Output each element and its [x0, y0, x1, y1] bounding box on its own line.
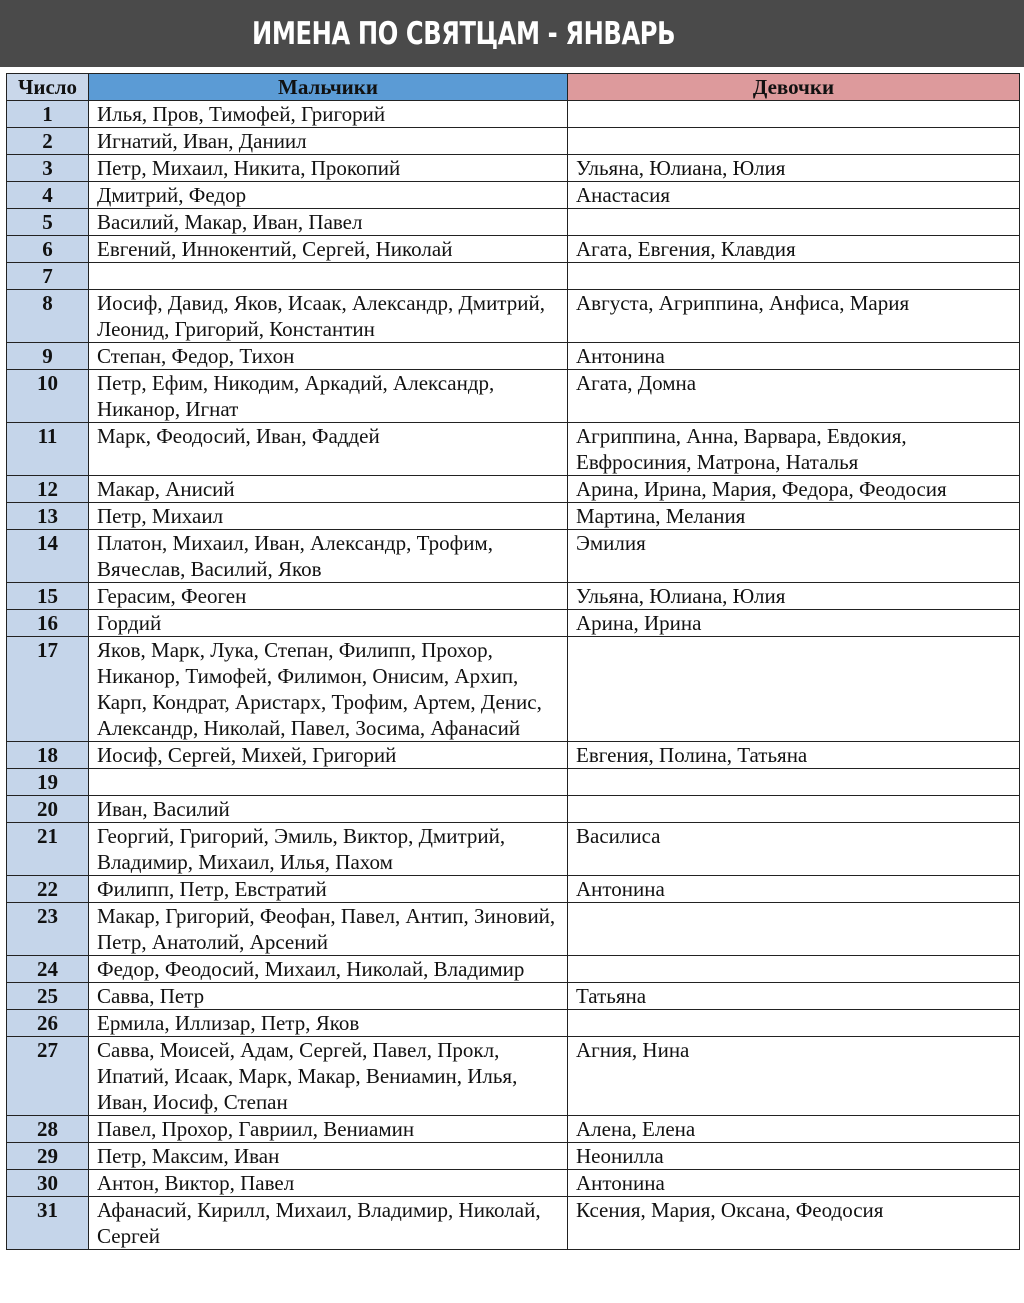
day-cell: 14 [7, 530, 89, 583]
table-row [7, 983, 1020, 1010]
table-row [7, 503, 1020, 530]
boys-names-cell: Макар, Григорий, Феофан, Павел, Антип, Зиновий, Петр, Анатолий, Арсений [89, 903, 568, 956]
girls-names-cell: Агриппина, Анна, Варвара, Евдокия, Евфросиния, Матрона, Наталья [568, 423, 1020, 476]
girls-names-cell [568, 209, 1020, 236]
day-cell: 5 [7, 209, 89, 236]
day-cell: 20 [7, 796, 89, 823]
table-row [7, 1170, 1020, 1197]
girls-names-cell: Татьяна [568, 983, 1020, 1010]
table-row [7, 182, 1020, 209]
day-cell: 7 [7, 263, 89, 290]
boys-names-cell: Илья, Пров, Тимофей, Григорий [89, 101, 568, 128]
table-row [7, 956, 1020, 983]
girls-names-cell: Августа, Агриппина, Анфиса, Мария [568, 290, 1020, 343]
girls-names-cell: Эмилия [568, 530, 1020, 583]
boys-names-cell: Ермила, Иллизар, Петр, Яков [89, 1010, 568, 1037]
table-row [7, 637, 1020, 742]
day-cell: 11 [7, 423, 89, 476]
day-cell: 17 [7, 637, 89, 742]
boys-names-cell: Федор, Феодосий, Михаил, Николай, Владимир [89, 956, 568, 983]
girls-names-cell: Ульяна, Юлиана, Юлия [568, 155, 1020, 182]
day-cell: 30 [7, 1170, 89, 1197]
day-cell: 1 [7, 101, 89, 128]
day-cell: 19 [7, 769, 89, 796]
girls-names-cell: Антонина [568, 343, 1020, 370]
day-cell: 3 [7, 155, 89, 182]
page-title: ИМЕНА ПО СВЯТЦАМ - ЯНВАРЬ [252, 16, 676, 52]
table-row [7, 823, 1020, 876]
girls-names-cell [568, 796, 1020, 823]
girls-names-cell: Алена, Елена [568, 1116, 1020, 1143]
table-row [7, 903, 1020, 956]
table-row [7, 583, 1020, 610]
girls-names-cell: Антонина [568, 1170, 1020, 1197]
table-row [7, 263, 1020, 290]
girls-names-cell [568, 128, 1020, 155]
table-row [7, 769, 1020, 796]
day-cell: 8 [7, 290, 89, 343]
table-row [7, 530, 1020, 583]
boys-names-cell: Макар, Анисий [89, 476, 568, 503]
table-row [7, 101, 1020, 128]
boys-names-cell: Петр, Михаил, Никита, Прокопий [89, 155, 568, 182]
table-row [7, 796, 1020, 823]
day-cell: 13 [7, 503, 89, 530]
boys-names-cell: Павел, Прохор, Гавриил, Вениамин [89, 1116, 568, 1143]
boys-names-cell: Платон, Михаил, Иван, Александр, Трофим, Вячеслав, Василий, Яков [89, 530, 568, 583]
boys-names-cell: Савва, Петр [89, 983, 568, 1010]
column-header-day: Число [7, 74, 89, 101]
boys-names-cell: Иван, Василий [89, 796, 568, 823]
boys-names-cell: Василий, Макар, Иван, Павел [89, 209, 568, 236]
girls-names-cell: Ульяна, Юлиана, Юлия [568, 583, 1020, 610]
table-row [7, 476, 1020, 503]
day-cell: 4 [7, 182, 89, 209]
boys-names-cell: Дмитрий, Федор [89, 182, 568, 209]
girls-names-cell: Мартина, Мелания [568, 503, 1020, 530]
girls-names-cell: Арина, Ирина, Мария, Федора, Феодосия [568, 476, 1020, 503]
girls-names-cell: Агния, Нина [568, 1037, 1020, 1116]
boys-names-cell: Филипп, Петр, Евстратий [89, 876, 568, 903]
day-cell: 24 [7, 956, 89, 983]
table-row [7, 155, 1020, 182]
girls-names-cell [568, 769, 1020, 796]
column-header-boys: Мальчики [89, 74, 568, 101]
boys-names-cell: Савва, Моисей, Адам, Сергей, Павел, Прокл, Ипатий, Исаак, Марк, Макар, Вениамин, Илья, Иван, Иосиф, Степан [89, 1037, 568, 1116]
girls-names-cell [568, 903, 1020, 956]
boys-names-cell [89, 263, 568, 290]
boys-names-cell [89, 769, 568, 796]
girls-names-cell: Ксения, Мария, Оксана, Феодосия [568, 1197, 1020, 1250]
girls-names-cell [568, 1010, 1020, 1037]
girls-names-cell [568, 263, 1020, 290]
girls-names-cell: Неонилла [568, 1143, 1020, 1170]
boys-names-cell: Евгений, Иннокентий, Сергей, Николай [89, 236, 568, 263]
girls-names-cell: Василиса [568, 823, 1020, 876]
boys-names-cell: Яков, Марк, Лука, Степан, Филипп, Прохор, Никанор, Тимофей, Филимон, Онисим, Архип, Карп, Кондрат, Аристарх, Трофим, Артем, Денис, Александр, Николай, Павел, Зосима, Афанасий [89, 637, 568, 742]
table-header-row [7, 74, 1020, 101]
day-cell: 27 [7, 1037, 89, 1116]
boys-names-cell: Марк, Феодосий, Иван, Фаддей [89, 423, 568, 476]
table-row [7, 423, 1020, 476]
table-row [7, 1037, 1020, 1116]
day-cell: 25 [7, 983, 89, 1010]
names-calendar-table [6, 73, 1020, 1250]
table-row [7, 343, 1020, 370]
girls-names-cell: Антонина [568, 876, 1020, 903]
boys-names-cell: Петр, Максим, Иван [89, 1143, 568, 1170]
boys-names-cell: Афанасий, Кирилл, Михаил, Владимир, Николай, Сергей [89, 1197, 568, 1250]
table-row [7, 742, 1020, 769]
boys-names-cell: Петр, Ефим, Никодим, Аркадий, Александр, Никанор, Игнат [89, 370, 568, 423]
girls-names-cell: Агата, Домна [568, 370, 1020, 423]
table-row [7, 1010, 1020, 1037]
table-row [7, 128, 1020, 155]
table-row [7, 610, 1020, 637]
boys-names-cell: Иосиф, Сергей, Михей, Григорий [89, 742, 568, 769]
day-cell: 2 [7, 128, 89, 155]
day-cell: 29 [7, 1143, 89, 1170]
day-cell: 22 [7, 876, 89, 903]
girls-names-cell: Евгения, Полина, Татьяна [568, 742, 1020, 769]
day-cell: 9 [7, 343, 89, 370]
girls-names-cell: Арина, Ирина [568, 610, 1020, 637]
boys-names-cell: Степан, Федор, Тихон [89, 343, 568, 370]
boys-names-cell: Гордий [89, 610, 568, 637]
boys-names-cell: Георгий, Григорий, Эмиль, Виктор, Дмитрий, Владимир, Михаил, Илья, Пахом [89, 823, 568, 876]
boys-names-cell: Игнатий, Иван, Даниил [89, 128, 568, 155]
table-row [7, 1197, 1020, 1250]
table-row [7, 370, 1020, 423]
table-row [7, 1143, 1020, 1170]
day-cell: 28 [7, 1116, 89, 1143]
day-cell: 12 [7, 476, 89, 503]
day-cell: 23 [7, 903, 89, 956]
boys-names-cell: Петр, Михаил [89, 503, 568, 530]
girls-names-cell: Агата, Евгения, Клавдия [568, 236, 1020, 263]
table-row [7, 876, 1020, 903]
girls-names-cell [568, 637, 1020, 742]
day-cell: 21 [7, 823, 89, 876]
girls-names-cell [568, 956, 1020, 983]
girls-names-cell [568, 101, 1020, 128]
boys-names-cell: Иосиф, Давид, Яков, Исаак, Александр, Дмитрий, Леонид, Григорий, Константин [89, 290, 568, 343]
boys-names-cell: Герасим, Феоген [89, 583, 568, 610]
boys-names-cell: Антон, Виктор, Павел [89, 1170, 568, 1197]
table-row [7, 1116, 1020, 1143]
day-cell: 15 [7, 583, 89, 610]
day-cell: 31 [7, 1197, 89, 1250]
day-cell: 6 [7, 236, 89, 263]
table-row [7, 236, 1020, 263]
day-cell: 16 [7, 610, 89, 637]
table-row [7, 209, 1020, 236]
day-cell: 26 [7, 1010, 89, 1037]
girls-names-cell: Анастасия [568, 182, 1020, 209]
table-row [7, 290, 1020, 343]
day-cell: 10 [7, 370, 89, 423]
day-cell: 18 [7, 742, 89, 769]
title-banner [0, 0, 1024, 67]
column-header-girls: Девочки [568, 74, 1020, 101]
